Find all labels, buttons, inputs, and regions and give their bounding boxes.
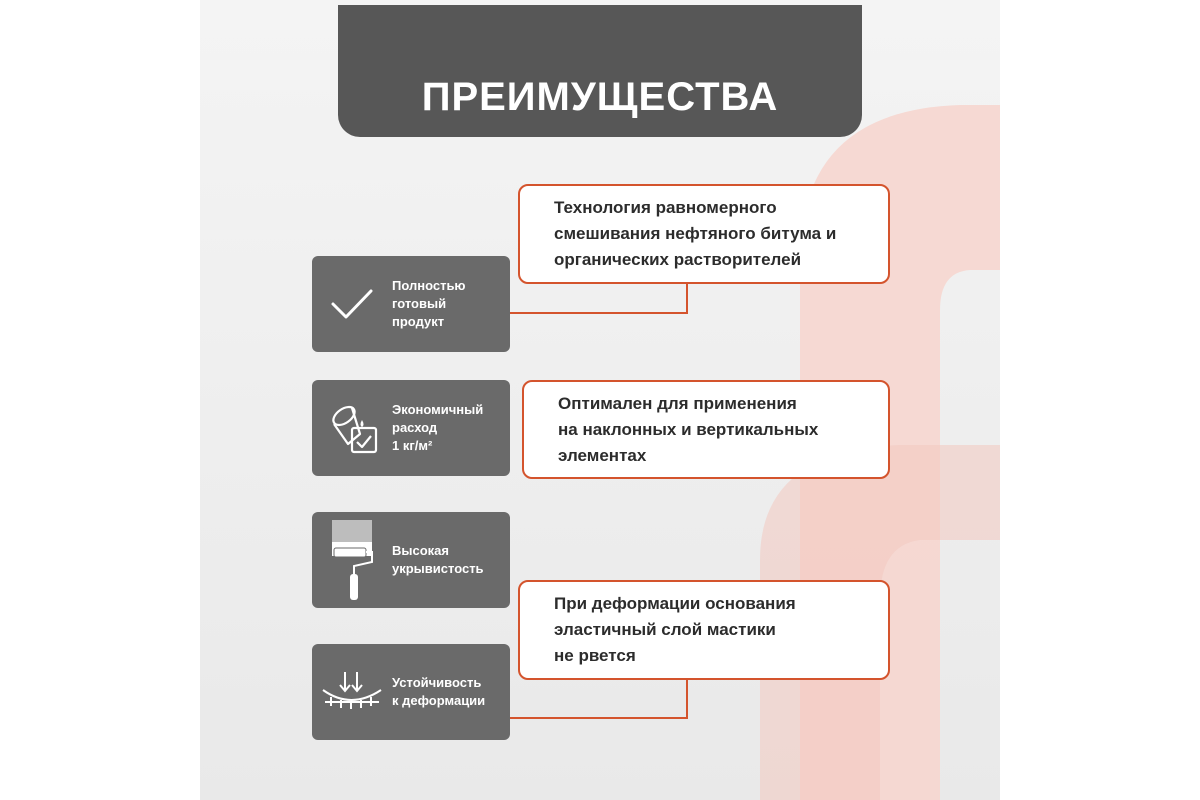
callout-inclined-surfaces [522,380,890,479]
callout-text: Оптимален для применения на наклонных и вертикальных элементах [558,393,819,465]
feature-card-ready-product [312,256,510,352]
header-banner [338,5,862,137]
advantages-infographic [200,0,1000,800]
callout-mixing-technology [518,184,890,284]
paint-can-icon [312,380,392,476]
callout-text: При деформации основания эластичный слой мастики не рвется [554,594,796,665]
page-title: ПРЕИМУЩЕСТВА [421,74,779,119]
feature-card-deformation-resistance [312,644,510,740]
feature-label: Полностью готовый продукт [392,278,466,329]
feature-label: Устойчивость к деформации [392,675,486,708]
deformation-arrows-icon [312,644,392,740]
callout-elastic-layer [518,580,890,680]
callout-text: Технология равномерного смешивания нефтяного битума и органических растворителей [554,198,837,269]
feature-card-economical [312,380,510,476]
checkmark-icon [312,256,392,352]
feature-card-hiding-power [312,512,510,608]
feature-label: Экономичный расход 1 кг/м² [392,402,484,453]
paint-roller-icon [312,512,392,608]
feature-label: Высокая укрывистость [392,543,484,576]
